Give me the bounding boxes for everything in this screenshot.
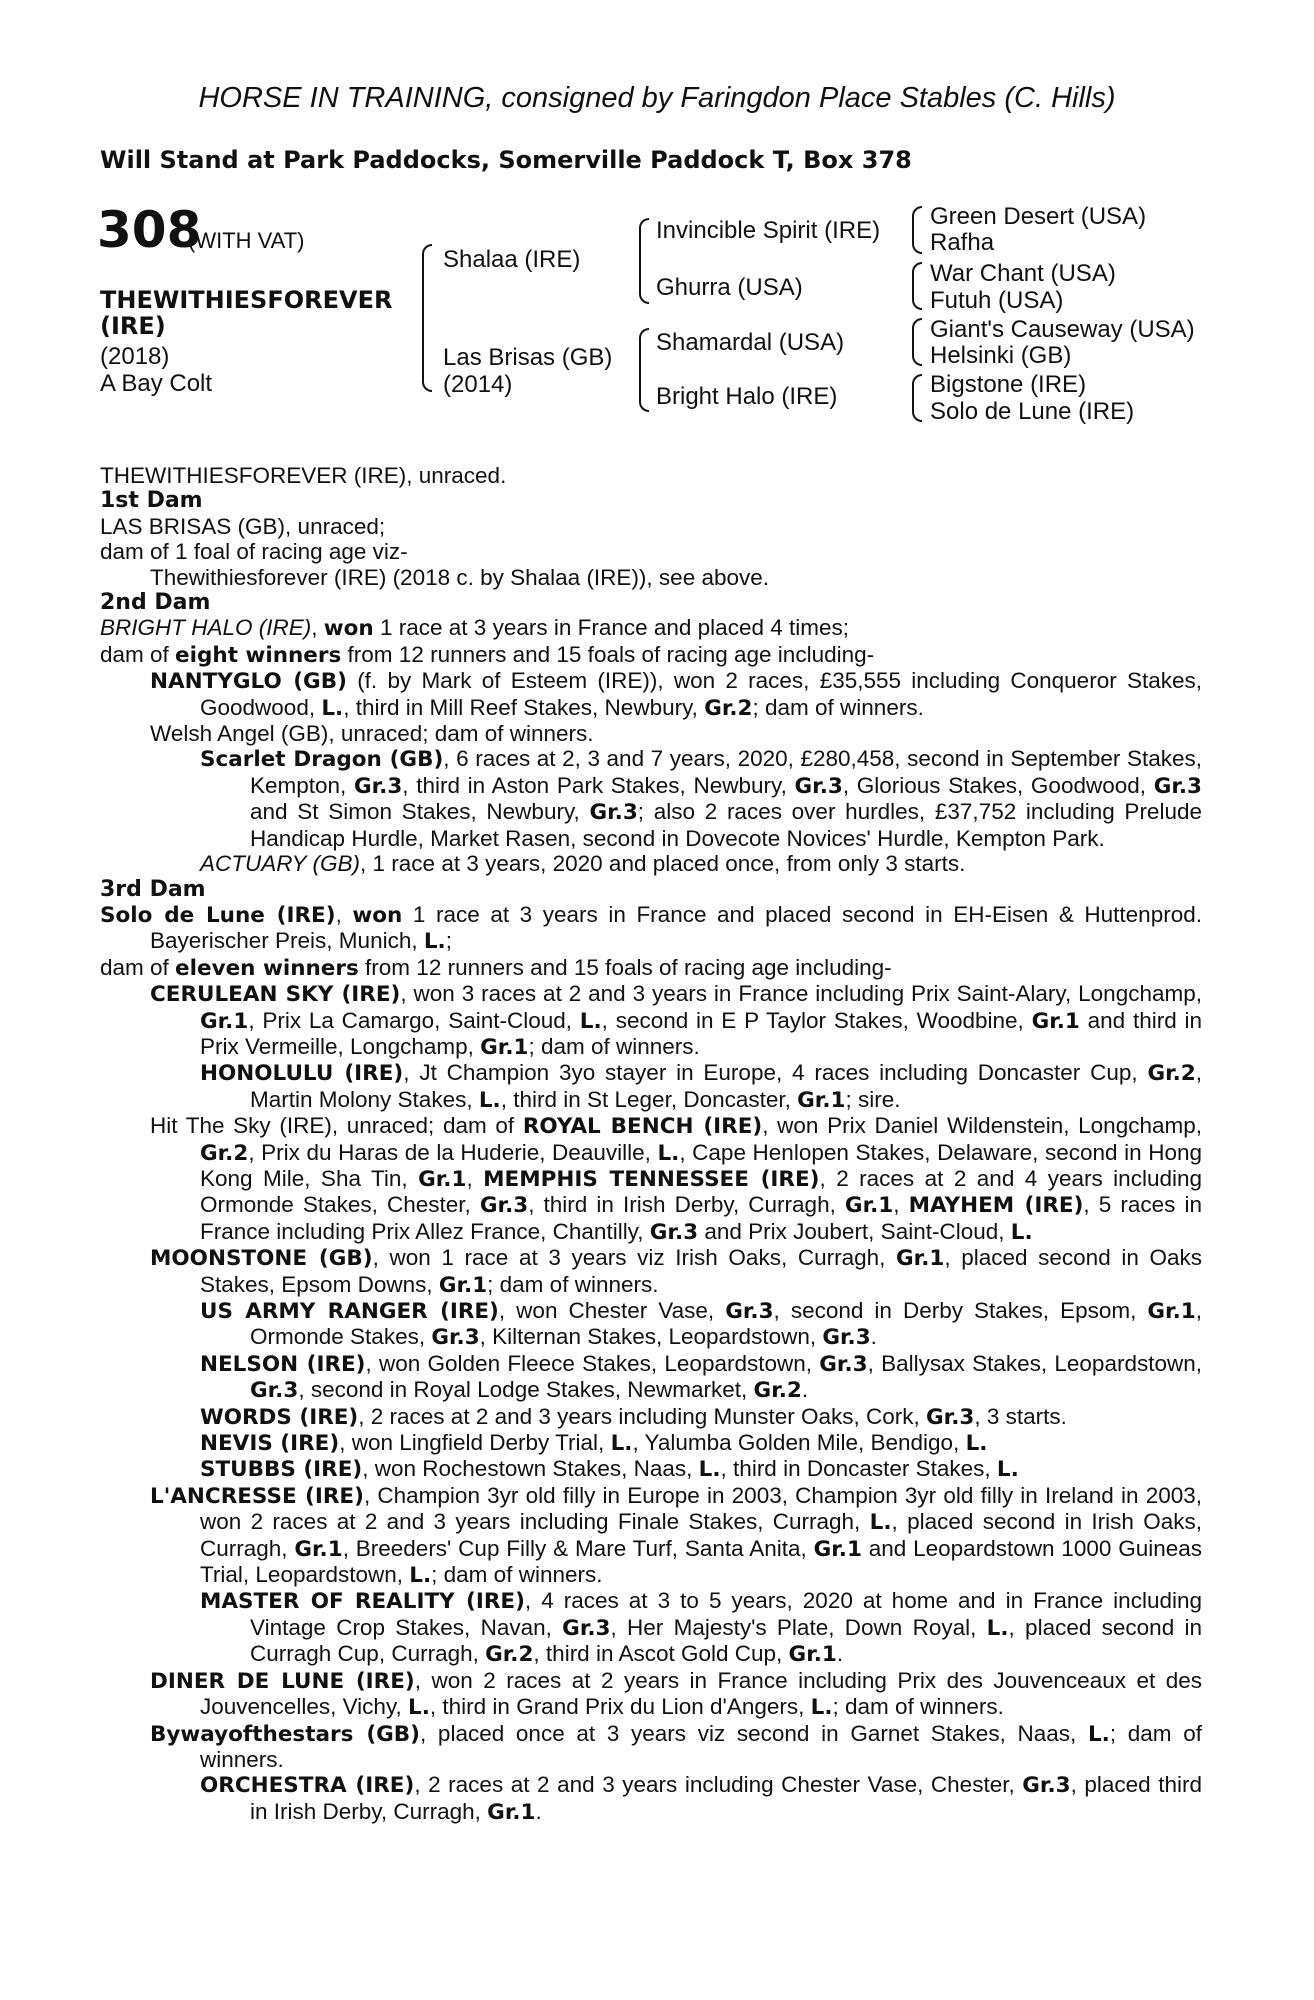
dam-sire-name: Shamardal (USA) xyxy=(656,329,845,356)
first-dam-heading: 1st Dam xyxy=(100,488,203,514)
intro-line: THEWITHIESFOREVER (IRE), unraced. xyxy=(100,463,507,488)
ggp-solo-de-lune: Solo de Lune (IRE) xyxy=(930,398,1135,425)
horse-description: A Bay Colt xyxy=(100,370,213,397)
dam-dam-name: Bright Halo (IRE) xyxy=(656,383,838,410)
third-dam-heading: 3rd Dam xyxy=(100,876,206,902)
ggp-rafha: Rafha xyxy=(930,229,995,256)
third-dam-produce-intro: dam of eleven winners from 12 runners and 15 foals of racing age including- xyxy=(100,954,892,981)
pedigree-brace-g3 xyxy=(912,318,922,366)
ggp-war-chant: War Chant (USA) xyxy=(930,260,1116,287)
entry-nelson: NELSON (IRE), won Golden Fleece Stakes, Leopardstown, Gr.3, Ballysax Stakes, Leopardstown, Gr.3, second in Royal Lodge Stakes, Newmarket, Gr.2. xyxy=(200,1350,1202,1404)
pedigree-brace-dam xyxy=(639,328,649,412)
pedigree-brace-g2 xyxy=(912,262,922,310)
pedigree-brace-g4 xyxy=(912,374,922,422)
third-dam-line: Solo de Lune (IRE), won 1 race at 3 years in France and placed second in EH-Eisen & Huttenprod. Bayerischer Preis, Munich, L.; xyxy=(100,901,1202,955)
entry-us-army-ranger: US ARMY RANGER (IRE), won Chester Vase, Gr.3, second in Derby Stakes, Epsom, Gr.1, Ormonde Stakes, Gr.3, Kilternan Stakes, Leopardstown, Gr.3. xyxy=(200,1298,1202,1351)
consignment-line: HORSE IN TRAINING, consigned by Faringdon Place Stables (C. Hills) xyxy=(198,82,1116,114)
entry-hit-the-sky: Hit The Sky (IRE), unraced; dam of ROYAL BENCH (IRE), won Prix Daniel Wildenstein, Longchamp, Gr.2, Prix du Haras de la Huderie, Deauville, L., Cape Henlopen Stakes, Delaware, second in Hong Kong Mile, Sha Tin, Gr.1, MEMPHIS TENNESSEE (IRE), 2 races at 2 and 4 years including Ormonde Stakes, Chester, Gr.3, third in Irish Derby, Curragh, Gr.1, MAYHEM (IRE), 5 races in France including Prix Allez France, Chantilly, Gr.3 and Prix Joubert, Saint-Cloud, L. xyxy=(150,1113,1202,1245)
first-dam-produce: Thewithiesforever (IRE) (2018 c. by Shalaa (IRE)), see above. xyxy=(150,564,770,590)
sire-name: Shalaa (IRE) xyxy=(443,246,581,273)
second-dam-heading: 2nd Dam xyxy=(100,590,211,616)
horse-name xyxy=(100,287,420,339)
pedigree-brace-sire xyxy=(639,218,649,304)
second-dam-produce-intro: dam of eight winners from 12 runners and 15 foals of racing age including- xyxy=(100,641,875,668)
sire-dam-name: Ghurra (USA) xyxy=(656,274,803,301)
lot-number: 308 xyxy=(97,201,202,259)
entry-bywayofthestars: Bywayofthestars (GB), placed once at 3 years viz second in Garnet Stakes, Naas, L.; dam of winners. xyxy=(150,1720,1202,1772)
entry-scarlet-dragon: Scarlet Dragon (GB), 6 races at 2, 3 and 7 years, 2020, £280,458, second in September Stakes, Kempton, Gr.3, third in Aston Park Stakes, Newbury, Gr.3, Glorious Stakes, Goodwood, Gr.3 and St Simon Stakes, Newbury, Gr.3; also 2 races over hurdles, £37,752 including Prelude Handicap Hurdle, Market Rasen, second in Dovecote Novices' Hurdle, Kempton Park. xyxy=(200,746,1203,851)
second-dam-line: BRIGHT HALO (IRE), won 1 race at 3 years in France and placed 4 times; xyxy=(100,615,849,642)
entry-cerulean-sky: CERULEAN SKY (IRE), won 3 races at 2 and 3 years in France including Prix Saint-Alary, Longchamp, Gr.1, Prix La Camargo, Saint-Cloud, L., second in E P Taylor Stakes, Woodbine, Gr.1 and third in Prix Vermeille, Longchamp, Gr.1; dam of winners. xyxy=(150,981,1203,1060)
first-dam-produce-intro: dam of 1 foal of racing age viz- xyxy=(100,539,408,565)
ggp-futuh: Futuh (USA) xyxy=(930,287,1064,314)
entry-honolulu: HONOLULU (IRE), Jt Champion 3yo stayer in Europe, 4 races including Doncaster Cup, Gr.2, Martin Molony Stakes, L., third in St Leger, Doncaster, Gr.1; sire. xyxy=(200,1060,1203,1113)
horse-name-line1: THEWITHIESFOREVER xyxy=(100,286,393,314)
entry-actuary: ACTUARY (GB), 1 race at 3 years, 2020 and placed once, from only 3 starts. xyxy=(200,851,966,877)
stand-location: Will Stand at Park Paddocks, Somerville Paddock T, Box 378 xyxy=(100,146,912,174)
entry-moonstone: MOONSTONE (GB), won 1 race at 3 years viz Irish Oaks, Curragh, Gr.1, placed second in Oaks Stakes, Epsom Downs, Gr.1; dam of winners. xyxy=(150,1245,1202,1298)
entry-words: WORDS (IRE), 2 races at 2 and 3 years including Munster Oaks, Cork, Gr.3, 3 starts. xyxy=(200,1403,1067,1430)
second-dam-name: BRIGHT HALO (IRE) xyxy=(100,615,312,641)
vat-note: (WITH VAT) xyxy=(188,228,305,253)
pedigree-brace-g1 xyxy=(912,206,922,254)
dam-year: (2014) xyxy=(443,371,513,398)
entry-lancresse: L'ANCRESSE (IRE), Champion 3yr old filly in Europe in 2003, Champion 3yr old filly in Ireland in 2003, won 2 races at 2 and 3 years including Finale Stakes, Curragh, L., placed second in Irish Oaks, Curragh, Gr.1, Breeders' Cup Filly & Mare Turf, Santa Anita, Gr.1 and Leopardstown 1000 Guineas Trial, Leopardstown, L.; dam of winners. xyxy=(150,1482,1202,1589)
first-dam-line: LAS BRISAS (GB), unraced; xyxy=(100,513,386,539)
ggp-helsinki: Helsinki (GB) xyxy=(930,342,1072,369)
foaling-year: (2018) xyxy=(100,343,170,370)
ggp-bigstone: Bigstone (IRE) xyxy=(930,371,1087,398)
entry-nevis: NEVIS (IRE), won Lingfield Derby Trial, L., Yalumba Golden Mile, Bendigo, L. xyxy=(200,1430,988,1457)
entry-nantyglo: NANTYGLO (GB) (f. by Mark of Esteem (IRE)), won 2 races, £35,555 including Conqueror Stakes, Goodwood, L., third in Mill Reef Stakes, Newbury, Gr.2; dam of winners. xyxy=(150,668,1202,721)
catalogue-body xyxy=(100,463,1202,1825)
dam-name: Las Brisas (GB) xyxy=(443,344,613,371)
ggp-giants-causeway: Giant's Causeway (USA) xyxy=(930,316,1195,343)
entry-orchestra: ORCHESTRA (IRE), 2 races at 2 and 3 years including Chester Vase, Chester, Gr.3, placed third in Irish Derby, Curragh, Gr.1. xyxy=(200,1772,1202,1825)
entry-stubbs: STUBBS (IRE), won Rochestown Stakes, Naas, L., third in Doncaster Stakes, L. xyxy=(200,1456,1019,1483)
entry-master-of-reality: MASTER OF REALITY (IRE), 4 races at 3 to 5 years, 2020 at home and in France including Vintage Crop Stakes, Navan, Gr.3, Her Majesty's Plate, Down Royal, L., placed second in Curragh Cup, Curragh, Gr.2, third in Ascot Gold Cup, Gr.1. xyxy=(200,1588,1203,1668)
sire-sire-name: Invincible Spirit (IRE) xyxy=(656,217,881,244)
horse-name-line2: (IRE) xyxy=(100,312,166,340)
ggp-green-desert: Green Desert (USA) xyxy=(930,203,1147,230)
entry-diner-de-lune: DINER DE LUNE (IRE), won 2 races at 2 years in France including Prix des Jouvenceaux et des Jouvencelles, Vichy, L., third in Grand Prix du Lion d'Angers, L.; dam of winners. xyxy=(150,1667,1202,1721)
pedigree-brace-gen1 xyxy=(422,244,432,392)
entry-welsh-angel: Welsh Angel (GB), unraced; dam of winners. xyxy=(150,721,594,747)
